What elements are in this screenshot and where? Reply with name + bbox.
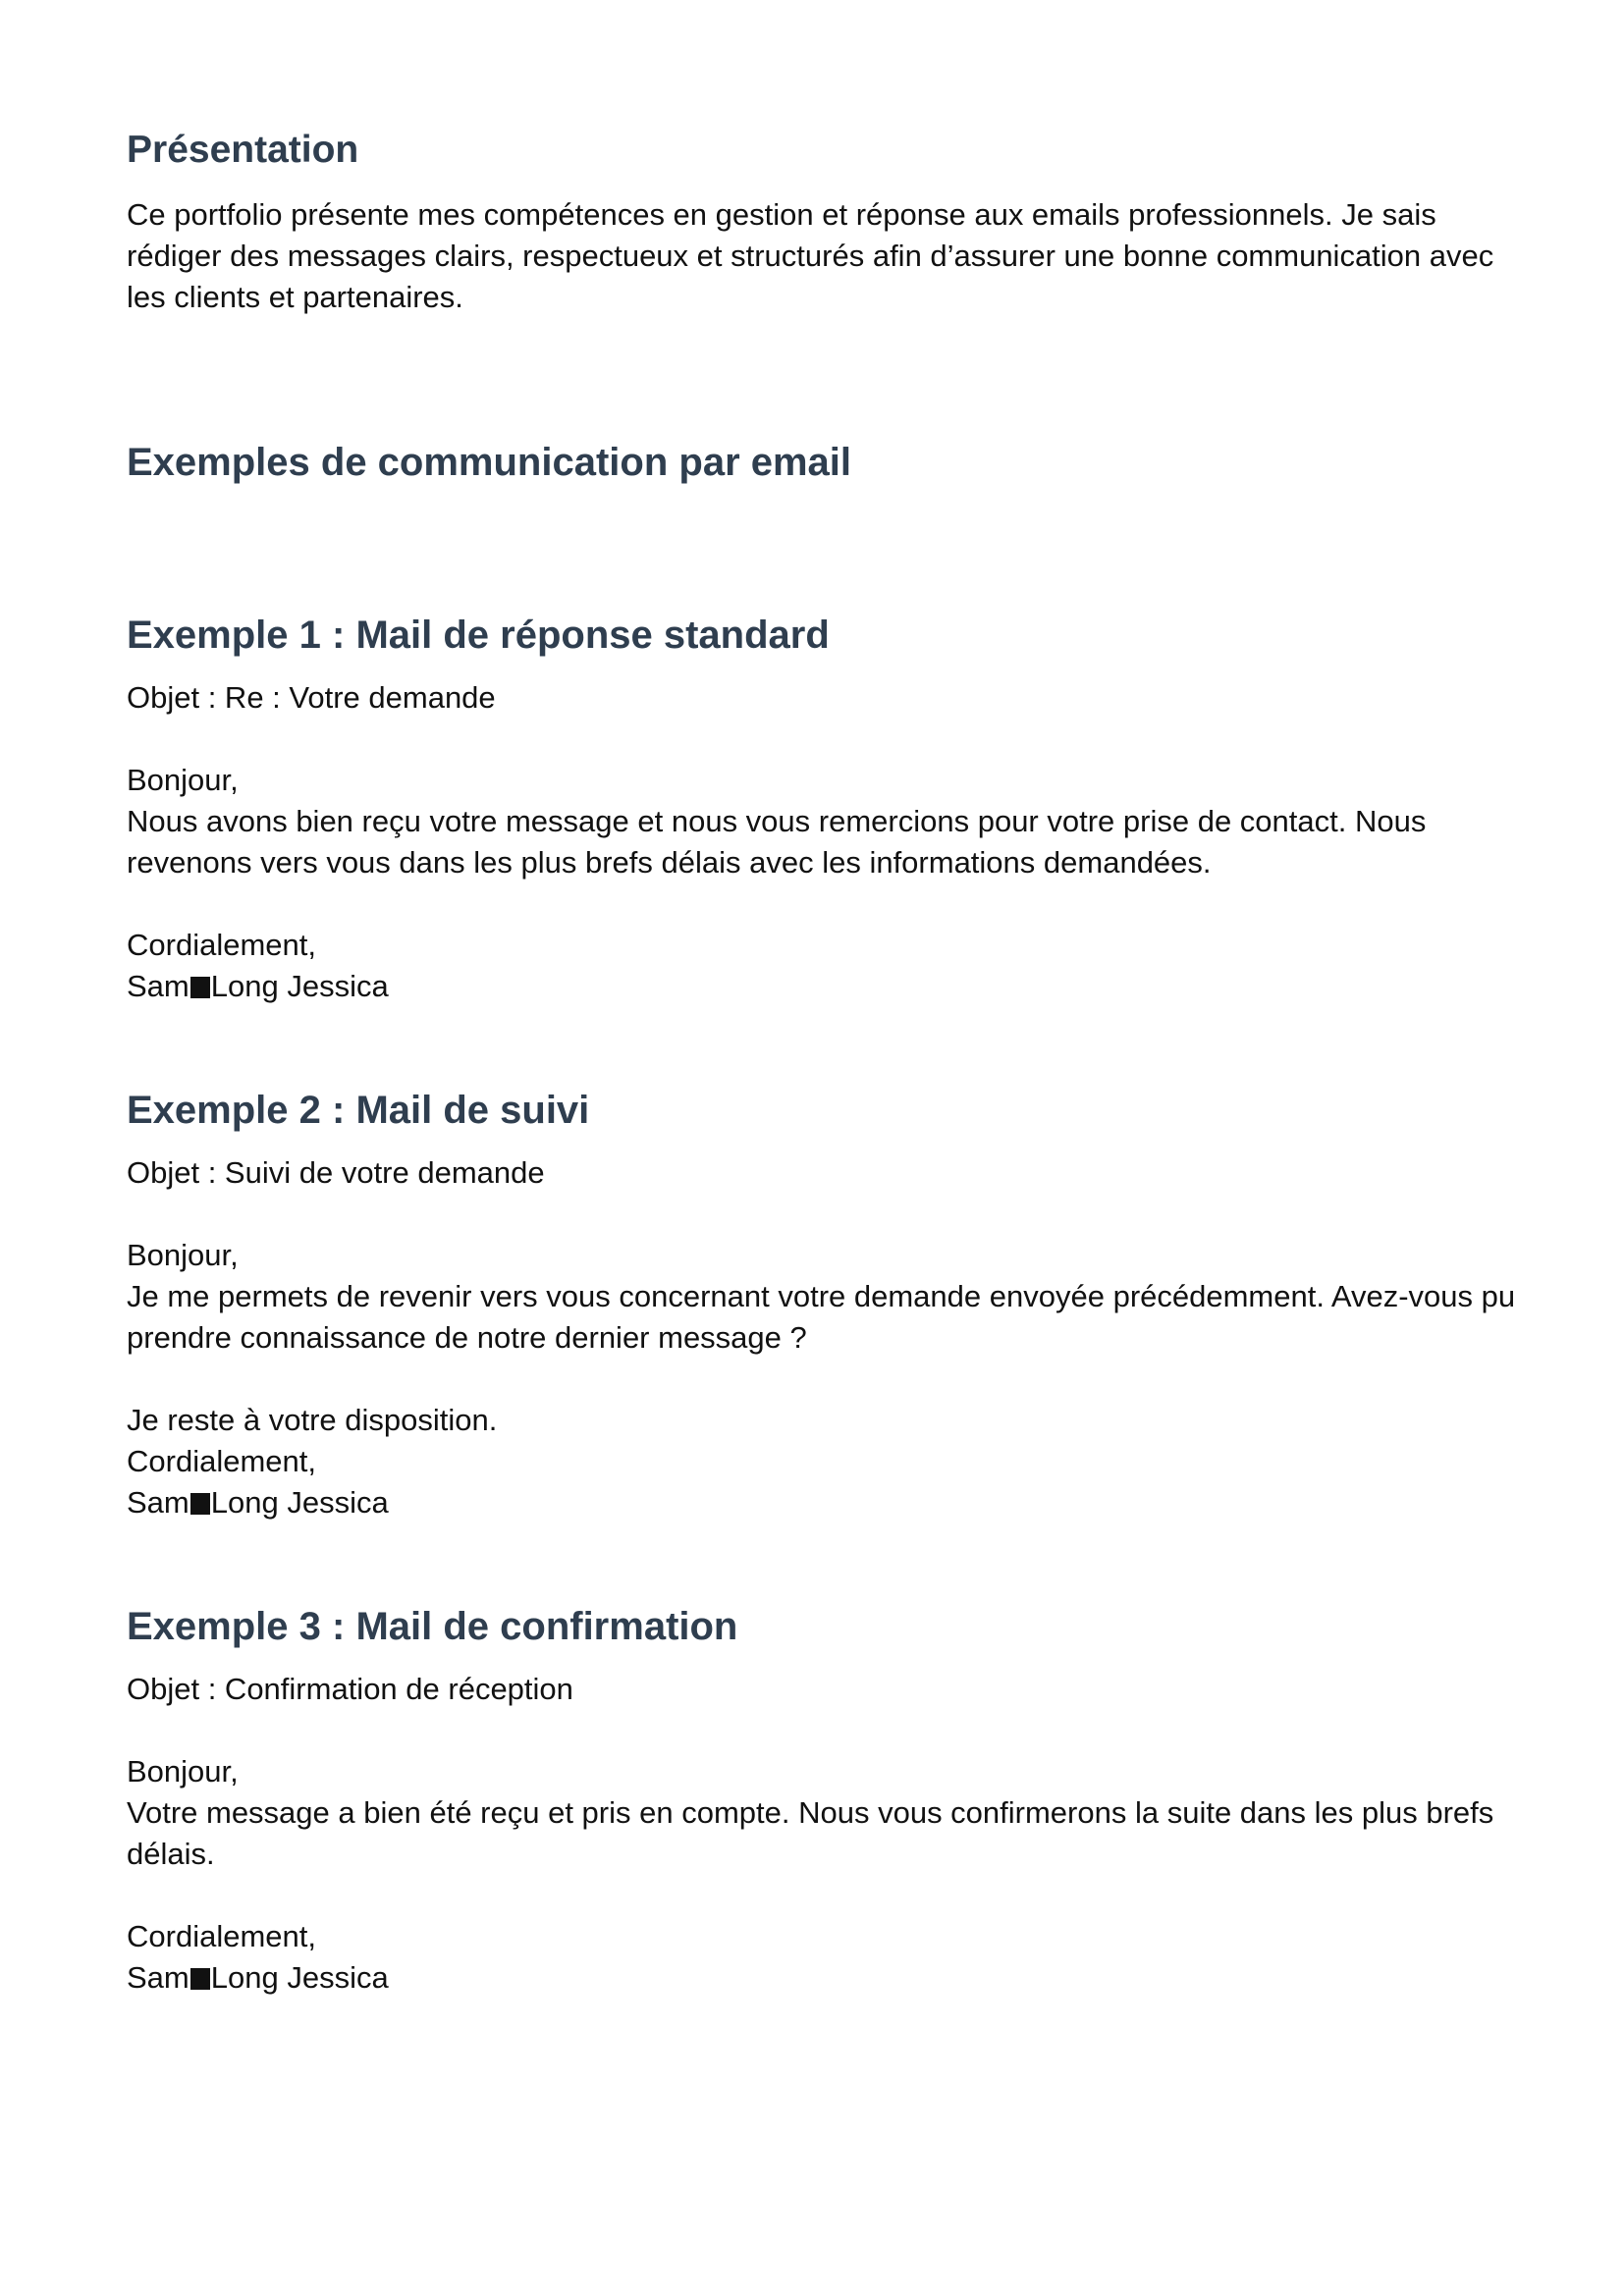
missing-glyph-icon xyxy=(190,1493,210,1515)
example-2-signature-block xyxy=(127,1400,1521,1523)
missing-glyph-icon xyxy=(190,1968,210,1990)
example-1-body: Nous avons bien reçu votre message et nous vous remercions pour votre prise de contact. Nous revenons vers vous dans les plus brefs délais avec les informations demandées. xyxy=(127,804,1427,880)
example-3-signature-first: Sam xyxy=(127,1960,189,1995)
example-3-body: Votre message a bien été reçu et pris en compte. Nous vous confirmerons la suite dans les plus brefs délais. xyxy=(127,1795,1494,1871)
example-1-message xyxy=(127,760,1521,883)
example-2-availability: Je reste à votre disposition. xyxy=(127,1403,498,1437)
presentation-paragraph: Ce portfolio présente mes compétences en gestion et réponse aux emails professionnels. Je sais rédiger des messages clairs, respectueux et structurés afin d’assurer une bonne communication avec les clients et partenaires. xyxy=(127,197,1494,314)
document-content xyxy=(127,122,1521,1999)
example-2-message xyxy=(127,1235,1521,1359)
example-3-message xyxy=(127,1751,1521,1875)
example-1-subject: Objet : Re : Votre demande xyxy=(127,680,496,715)
example-1-signature-last: Long Jessica xyxy=(210,969,389,1003)
example-2-greeting: Bonjour, xyxy=(127,1238,239,1272)
example-2-closing: Cordialement, xyxy=(127,1444,316,1478)
example-3-signature xyxy=(127,1957,1521,1999)
email-examples-heading: Exemples de communication par email xyxy=(127,441,852,484)
missing-glyph-icon xyxy=(190,977,210,998)
example-3-greeting: Bonjour, xyxy=(127,1754,239,1789)
example-3-title: Exemple 3 : Mail de confirmation xyxy=(127,1605,738,1648)
example-1-signature-first: Sam xyxy=(127,969,189,1003)
example-2-title: Exemple 2 : Mail de suivi xyxy=(127,1089,590,1132)
example-2-signature-last: Long Jessica xyxy=(210,1485,389,1520)
presentation-heading: Présentation xyxy=(127,129,359,171)
example-3-closing: Cordialement, xyxy=(127,1919,316,1953)
example-2 xyxy=(127,1082,1521,1523)
example-1-title: Exemple 1 : Mail de réponse standard xyxy=(127,614,830,657)
example-2-body: Je me permets de revenir vers vous concernant votre demande envoyée précédemment. Avez-vous pu prendre connaissance de notre dernier message ? xyxy=(127,1279,1516,1355)
example-1-closing: Cordialement, xyxy=(127,928,316,962)
example-2-signature-first: Sam xyxy=(127,1485,189,1520)
example-1-signature-block xyxy=(127,925,1521,1007)
example-2-signature xyxy=(127,1482,1521,1523)
example-3 xyxy=(127,1598,1521,1999)
example-1-signature xyxy=(127,966,1521,1007)
example-3-signature-last: Long Jessica xyxy=(210,1960,389,1995)
example-1 xyxy=(127,607,1521,1007)
example-3-subject: Objet : Confirmation de réception xyxy=(127,1672,573,1706)
example-3-signature-block xyxy=(127,1916,1521,1999)
example-1-greeting: Bonjour, xyxy=(127,763,239,797)
example-2-subject: Objet : Suivi de votre demande xyxy=(127,1155,545,1190)
